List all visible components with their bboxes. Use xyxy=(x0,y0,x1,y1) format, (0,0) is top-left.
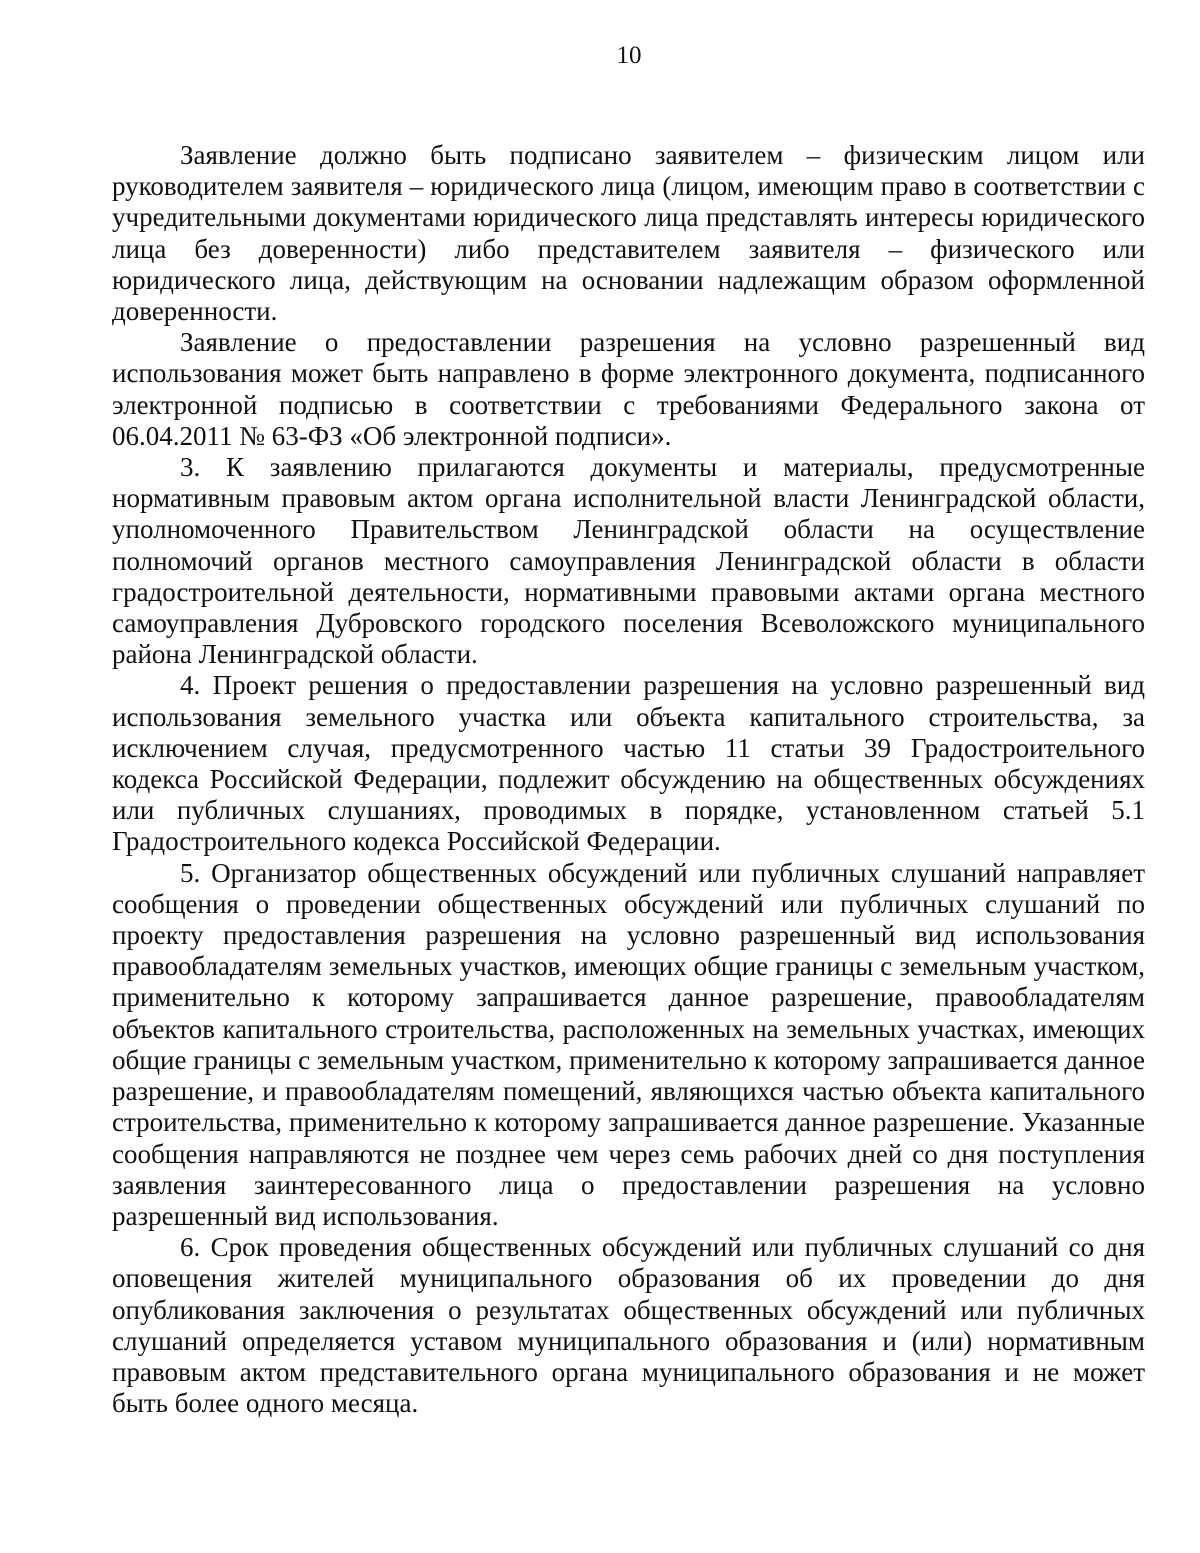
paragraph-electronic-submission: Заявление о предоставлении разрешения на условно разрешенный вид использования может быть направлено в форме электронного документа, подписанного электронной подписью в соответствии с требованиями Федерального закона от 06.04.2011 № 63-ФЗ «Об электронной подписи». xyxy=(112,327,1145,451)
paragraph-item-5-notifications: 5. Организатор общественных обсуждений или публичных слушаний направляет сообщения о проведении общественных обсуждений или публичных слушаний по проекту предоставления разрешения на условно разрешенный вид использования правообладателям земельных участков, имеющих общие границы с земельным участком, применительно к которому запрашивается данное разрешение, правообладателям объектов капитального строительства, расположенных на земельных участках, имеющих общие границы с земельным участком, применительно к которому запрашивается данное разрешение, и правообладателям помещений, являющихся частью объекта капитального строительства, применительно к которому запрашивается данное разрешение. Указанные сообщения направляются не позднее чем через семь рабочих дней со дня поступления заявления заинтересованного лица о предоставлении разрешения на условно разрешенный вид использования. xyxy=(112,857,1145,1231)
paragraph-item-4-draft-decision: 4. Проект решения о предоставлении разрешения на условно разрешенный вид использования земельного участка или объекта капитального строительства, за исключением случая, предусмотренного частью 11 статьи 39 Градостроительного кодекса Российской Федерации, подлежит обсуждению на общественных обсуждениях или публичных слушаниях, проводимых в порядке, установленном статьей 5.1 Градостроительного кодекса Российской Федерации. xyxy=(112,670,1145,857)
paragraph-signature-requirements: Заявление должно быть подписано заявителем – физическим лицом или руководителем заявителя – юридического лица (лицом, имеющим право в соответствии с учредительными документами юридического лица представлять интересы юридического лица без доверенности) либо представителем заявителя – физического или юридического лица, действующим на основании надлежащим образом оформленной доверенности. xyxy=(112,140,1145,327)
paragraph-item-3-attachments: 3. К заявлению прилагаются документы и материалы, предусмотренные нормативным правовым актом органа исполнительной власти Ленинградской области, уполномоченного Правительством Ленинградской области на осуществление полномочий органов местного самоуправления Ленинградской области в области градостроительной деятельности, нормативными правовыми актами органа местного самоуправления Дубровского городского поселения Всеволожского муниципального района Ленинградской области. xyxy=(112,452,1145,670)
document-body xyxy=(112,140,1145,1419)
paragraph-item-6-hearing-period: 6. Срок проведения общественных обсуждений или публичных слушаний со дня оповещения жителей муниципального образования об их проведении до дня опубликования заключения о результатах общественных обсуждений или публичных слушаний определяется уставом муниципального образования и (или) нормативным правовым актом представительного органа муниципального образования и не может быть более одного месяца. xyxy=(112,1232,1145,1419)
page-number: 10 xyxy=(616,42,642,69)
